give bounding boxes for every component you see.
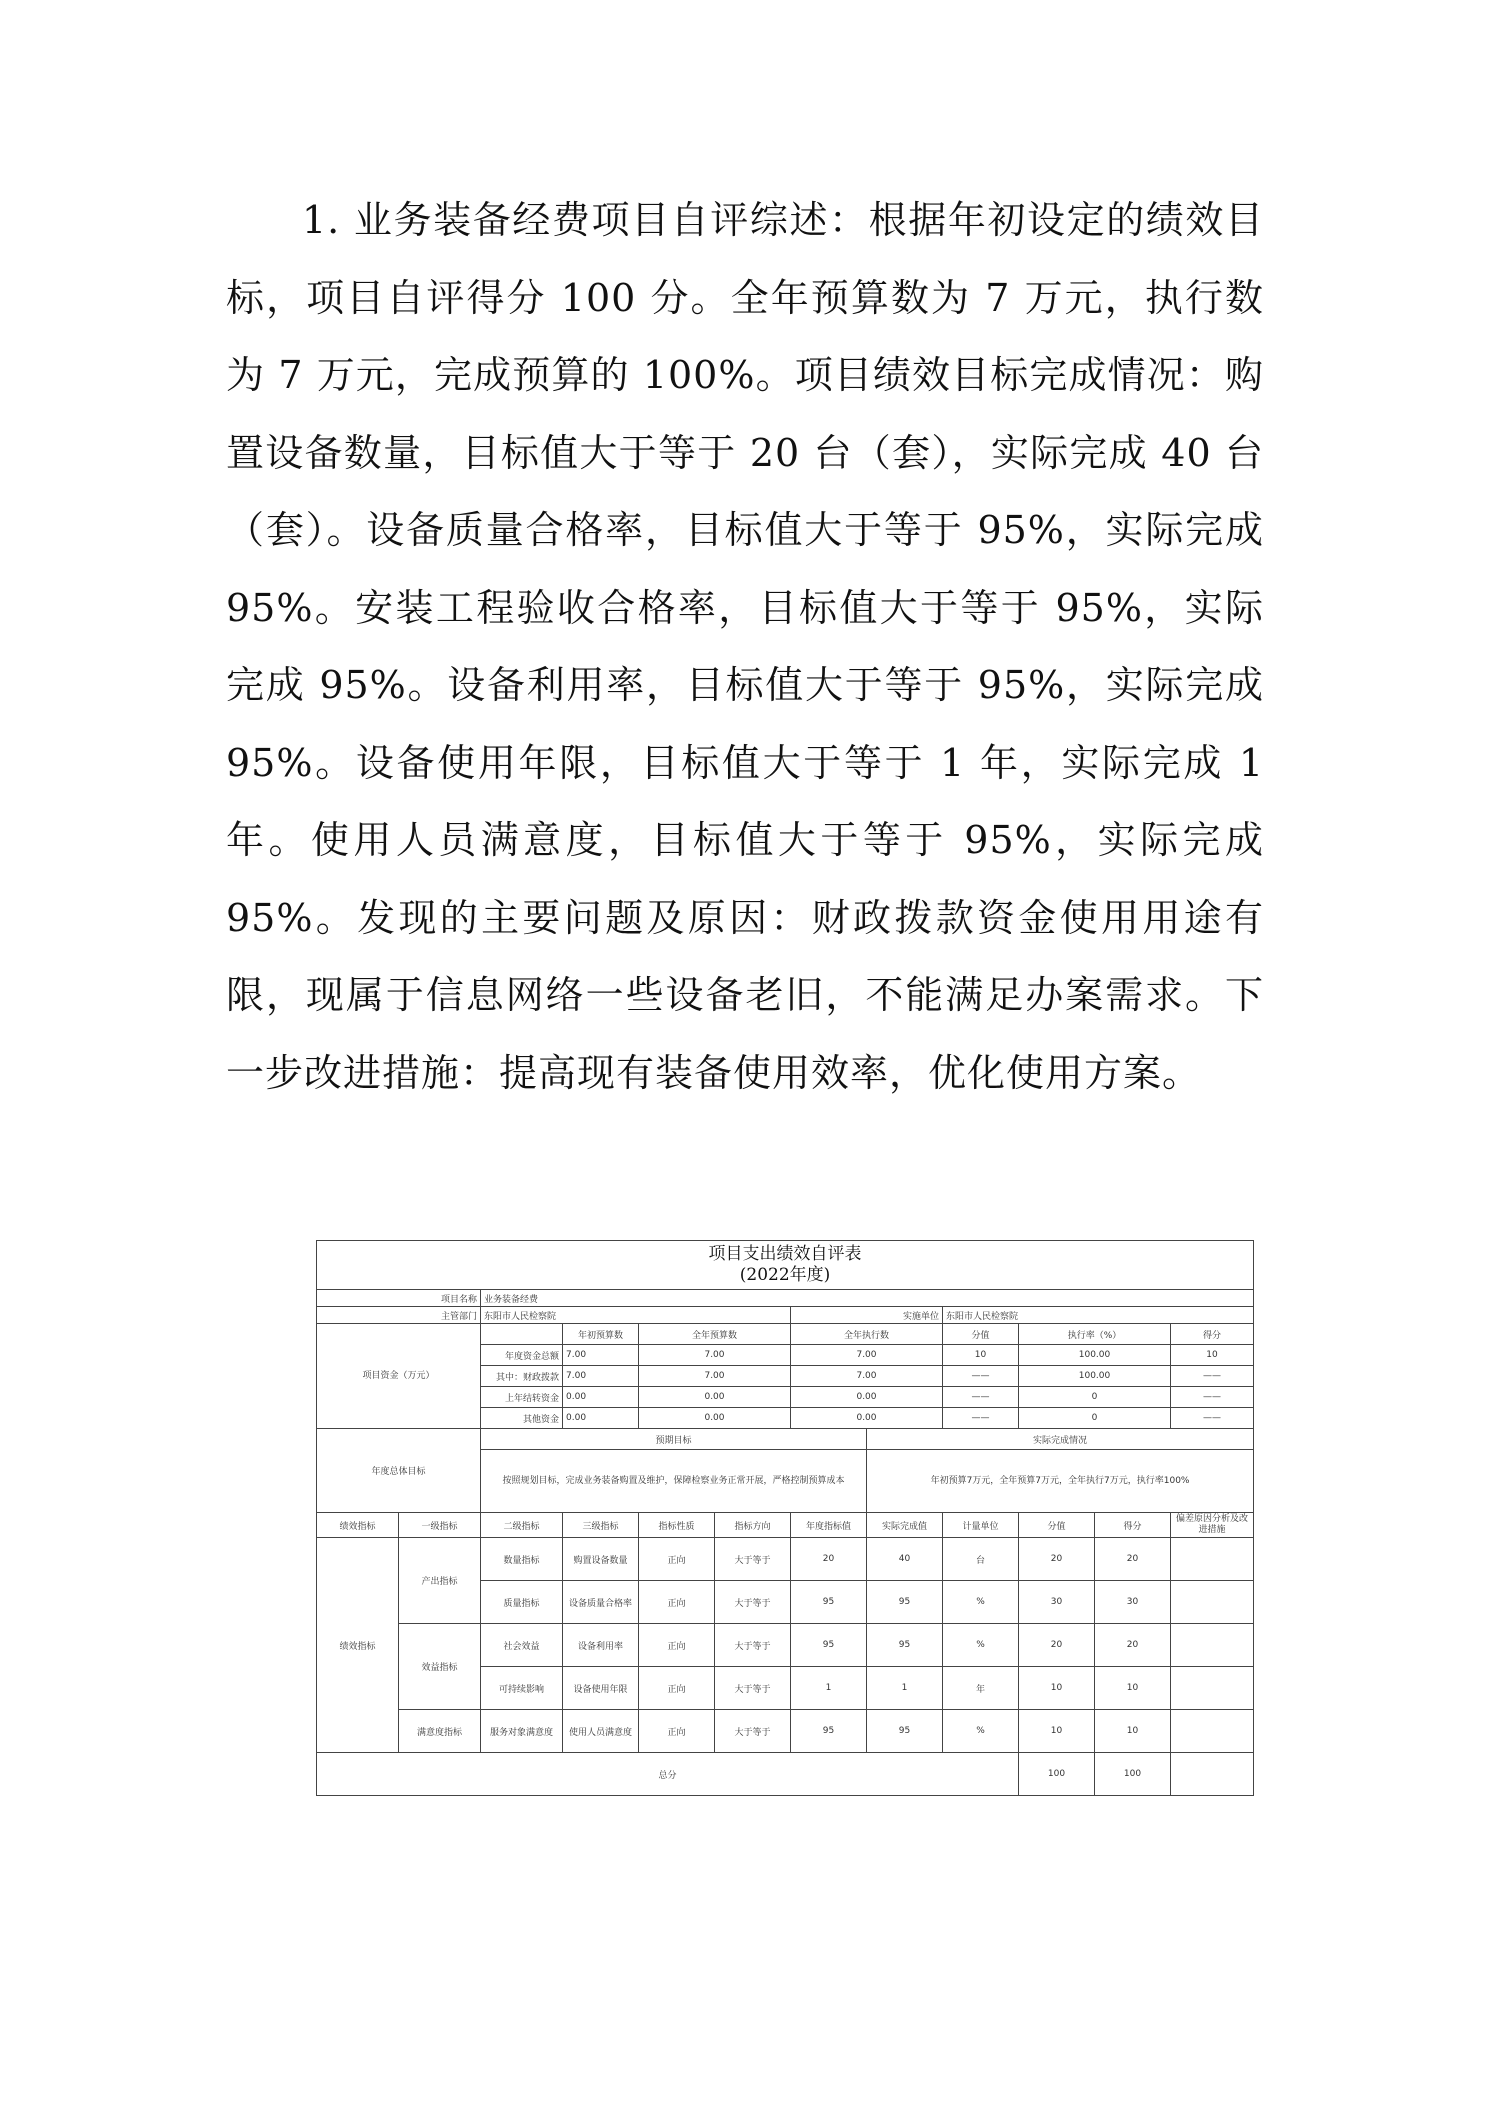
indicator-cell: 正向	[639, 1667, 715, 1710]
indicator-row	[317, 1624, 1254, 1667]
indicator-group-label: 绩效指标	[317, 1538, 399, 1753]
indicator-row	[317, 1710, 1254, 1753]
total-score-weight: 100	[1019, 1753, 1095, 1796]
indicator-cell: 可持续影响	[481, 1667, 563, 1710]
indicator-cell	[1171, 1624, 1254, 1667]
fund-header-rate: 执行率（%）	[1019, 1324, 1171, 1345]
indicator-cell: 设备利用率	[563, 1624, 639, 1667]
indicator-cell: 20	[791, 1538, 867, 1581]
fund-cell: 0.00	[791, 1408, 943, 1429]
indicator-cell: 10	[1095, 1667, 1171, 1710]
indicator-cell: 10	[1019, 1710, 1095, 1753]
fund-cell: 0	[1019, 1387, 1171, 1408]
indicator-cell	[1171, 1667, 1254, 1710]
indicator-cell: 95	[867, 1710, 943, 1753]
project-name-value: 业务装备经费	[481, 1290, 1254, 1307]
fund-header-annual: 全年预算数	[639, 1324, 791, 1345]
indicator-header: 绩效指标	[317, 1513, 399, 1538]
level1-output: 产出指标	[399, 1538, 481, 1624]
fund-cell: ——	[943, 1366, 1019, 1387]
indicator-cell: 10	[1095, 1710, 1171, 1753]
table-year: (2022年度)	[739, 1265, 831, 1285]
fund-cell: ——	[1171, 1387, 1254, 1408]
indicator-cell: %	[943, 1624, 1019, 1667]
fund-cell: 7.00	[791, 1345, 943, 1366]
indicator-header: 二级指标	[481, 1513, 563, 1538]
indicator-cell: 95	[791, 1624, 867, 1667]
indicator-cell: 1	[791, 1667, 867, 1710]
fund-cell: 7.00	[563, 1366, 639, 1387]
indicator-cell: 服务对象满意度	[481, 1710, 563, 1753]
indicator-header: 得分	[1095, 1513, 1171, 1538]
fund-cell: 0.00	[791, 1387, 943, 1408]
indicator-cell: 95	[791, 1581, 867, 1624]
fund-header-score-weight: 分值	[943, 1324, 1019, 1345]
fund-cell: 0.00	[639, 1408, 791, 1429]
expected-goal-text: 按照规划目标，完成业务装备购置及维护，保障检察业务正常开展，严格控制预算成本	[481, 1450, 867, 1513]
indicator-cell: 95	[867, 1581, 943, 1624]
indicator-cell: 质量指标	[481, 1581, 563, 1624]
fund-cell: ——	[1171, 1408, 1254, 1429]
fund-cell: 其中：财政拨款	[481, 1366, 563, 1387]
indicator-cell: 正向	[639, 1538, 715, 1581]
indicator-header: 指标方向	[715, 1513, 791, 1538]
fund-cell: 0.00	[639, 1387, 791, 1408]
indicator-cell: 大于等于	[715, 1667, 791, 1710]
indicator-cell: 20	[1095, 1538, 1171, 1581]
total-score-got: 100	[1095, 1753, 1171, 1796]
indicator-cell: 使用人员满意度	[563, 1710, 639, 1753]
indicator-cell: 95	[791, 1710, 867, 1753]
indicator-cell: 1	[867, 1667, 943, 1710]
fund-header-blank	[481, 1324, 563, 1345]
indicator-cell: 大于等于	[715, 1710, 791, 1753]
funds-label: 项目资金（万元）	[317, 1324, 481, 1429]
indicator-cell: 设备使用年限	[563, 1667, 639, 1710]
total-blank	[1171, 1753, 1254, 1796]
indicator-cell	[1171, 1710, 1254, 1753]
indicator-header: 计量单位	[943, 1513, 1019, 1538]
indicator-row	[317, 1538, 1254, 1581]
summary-paragraph: 1. 业务装备经费项目自评综述：根据年初设定的绩效目标，项目自评得分 100 分。全年预算数为 7 万元，执行数为 7 万元，完成预算的 100%。项目绩效目标完成情况：购置设备数量，目标值大于等于 20 台（套），实际完成 40 台（套）。设备质量合格率，目标值大于等于 95%，实际完成 95%。安装工程验收合格率，目标值大于等于 95%，实际完成 95%。设备利用率，目标值大于等于 95%，实际完成 95%。设备使用年限，目标值大于等于 1 年，实际完成 1 年。使用人员满意度，目标值大于等于 95%，实际完成 95%。发现的主要问题及原因：财政拨款资金使用用途有限，现属于信息网络一些设备老旧，不能满足办案需求。下一步改进措施：提高现有装备使用效率，优化使用方案。	[226, 198, 1264, 1095]
level1-satisfaction: 满意度指标	[399, 1710, 481, 1753]
indicator-cell: 大于等于	[715, 1581, 791, 1624]
indicator-header: 三级指标	[563, 1513, 639, 1538]
indicator-cell: 20	[1019, 1624, 1095, 1667]
total-label: 总分	[317, 1753, 1019, 1796]
indicator-cell: 大于等于	[715, 1624, 791, 1667]
fund-cell: 7.00	[639, 1345, 791, 1366]
fund-cell: 0.00	[563, 1387, 639, 1408]
fund-cell: ——	[1171, 1366, 1254, 1387]
indicator-cell: 数量指标	[481, 1538, 563, 1581]
indicator-cell: 20	[1019, 1538, 1095, 1581]
indicator-cell: 40	[867, 1538, 943, 1581]
indicator-cell: %	[943, 1710, 1019, 1753]
dept-label: 主管部门	[317, 1307, 481, 1324]
fund-cell: ——	[943, 1408, 1019, 1429]
performance-evaluation-table	[316, 1240, 1254, 1796]
total-row	[317, 1753, 1254, 1796]
fund-cell: 0	[1019, 1408, 1171, 1429]
indicator-cell: 台	[943, 1538, 1019, 1581]
indicator-cell: 10	[1019, 1667, 1095, 1710]
indicator-cell: 正向	[639, 1624, 715, 1667]
fund-cell: 10	[943, 1345, 1019, 1366]
project-name-label: 项目名称	[317, 1290, 481, 1307]
indicator-header: 实际完成值	[867, 1513, 943, 1538]
indicator-cell: 购置设备数量	[563, 1538, 639, 1581]
fund-cell: 7.00	[563, 1345, 639, 1366]
indicator-cell	[1171, 1581, 1254, 1624]
indicator-cell: 大于等于	[715, 1538, 791, 1581]
indicator-cell: %	[943, 1581, 1019, 1624]
actual-goal-text: 年初预算7万元，全年预算7万元，全年执行7万元，执行率100%	[867, 1450, 1254, 1513]
expected-goal-label: 预期目标	[481, 1429, 867, 1450]
indicator-cell: 20	[1095, 1624, 1171, 1667]
fund-header-executed: 全年执行数	[791, 1324, 943, 1345]
performance-table-container	[316, 1240, 1253, 1796]
fund-cell: 7.00	[639, 1366, 791, 1387]
indicator-cell: 正向	[639, 1581, 715, 1624]
fund-cell: 10	[1171, 1345, 1254, 1366]
indicator-cell: 30	[1095, 1581, 1171, 1624]
fund-header-score: 得分	[1171, 1324, 1254, 1345]
indicator-cell: 30	[1019, 1581, 1095, 1624]
dept-value: 东阳市人民检察院	[481, 1307, 791, 1324]
level1-benefit: 效益指标	[399, 1624, 481, 1710]
fund-cell: 7.00	[791, 1366, 943, 1387]
indicator-cell	[1171, 1538, 1254, 1581]
table-title	[317, 1241, 1254, 1290]
indicator-cell: 社会效益	[481, 1624, 563, 1667]
fund-cell: 100.00	[1019, 1345, 1171, 1366]
fund-cell: ——	[943, 1387, 1019, 1408]
indicator-header: 偏差原因分析及改进措施	[1171, 1513, 1254, 1538]
indicator-header: 年度指标值	[791, 1513, 867, 1538]
actual-goal-label: 实际完成情况	[867, 1429, 1254, 1450]
fund-cell: 年度资金总额	[481, 1345, 563, 1366]
impl-value: 东阳市人民检察院	[943, 1307, 1254, 1324]
indicator-cell: 年	[943, 1667, 1019, 1710]
fund-cell: 上年结转资金	[481, 1387, 563, 1408]
indicator-header-row	[317, 1513, 1254, 1538]
fund-cell: 其他资金	[481, 1408, 563, 1429]
indicator-header: 一级指标	[399, 1513, 481, 1538]
fund-cell: 0.00	[563, 1408, 639, 1429]
goal-label: 年度总体目标	[317, 1429, 481, 1513]
fund-header-initial: 年初预算数	[563, 1324, 639, 1345]
indicator-cell: 正向	[639, 1710, 715, 1753]
indicator-header: 指标性质	[639, 1513, 715, 1538]
table-title-text: 项目支出绩效自评表	[708, 1244, 862, 1264]
indicator-cell: 设备质量合格率	[563, 1581, 639, 1624]
indicator-cell: 95	[867, 1624, 943, 1667]
indicator-header: 分值	[1019, 1513, 1095, 1538]
fund-cell: 100.00	[1019, 1366, 1171, 1387]
impl-label: 实施单位	[791, 1307, 943, 1324]
